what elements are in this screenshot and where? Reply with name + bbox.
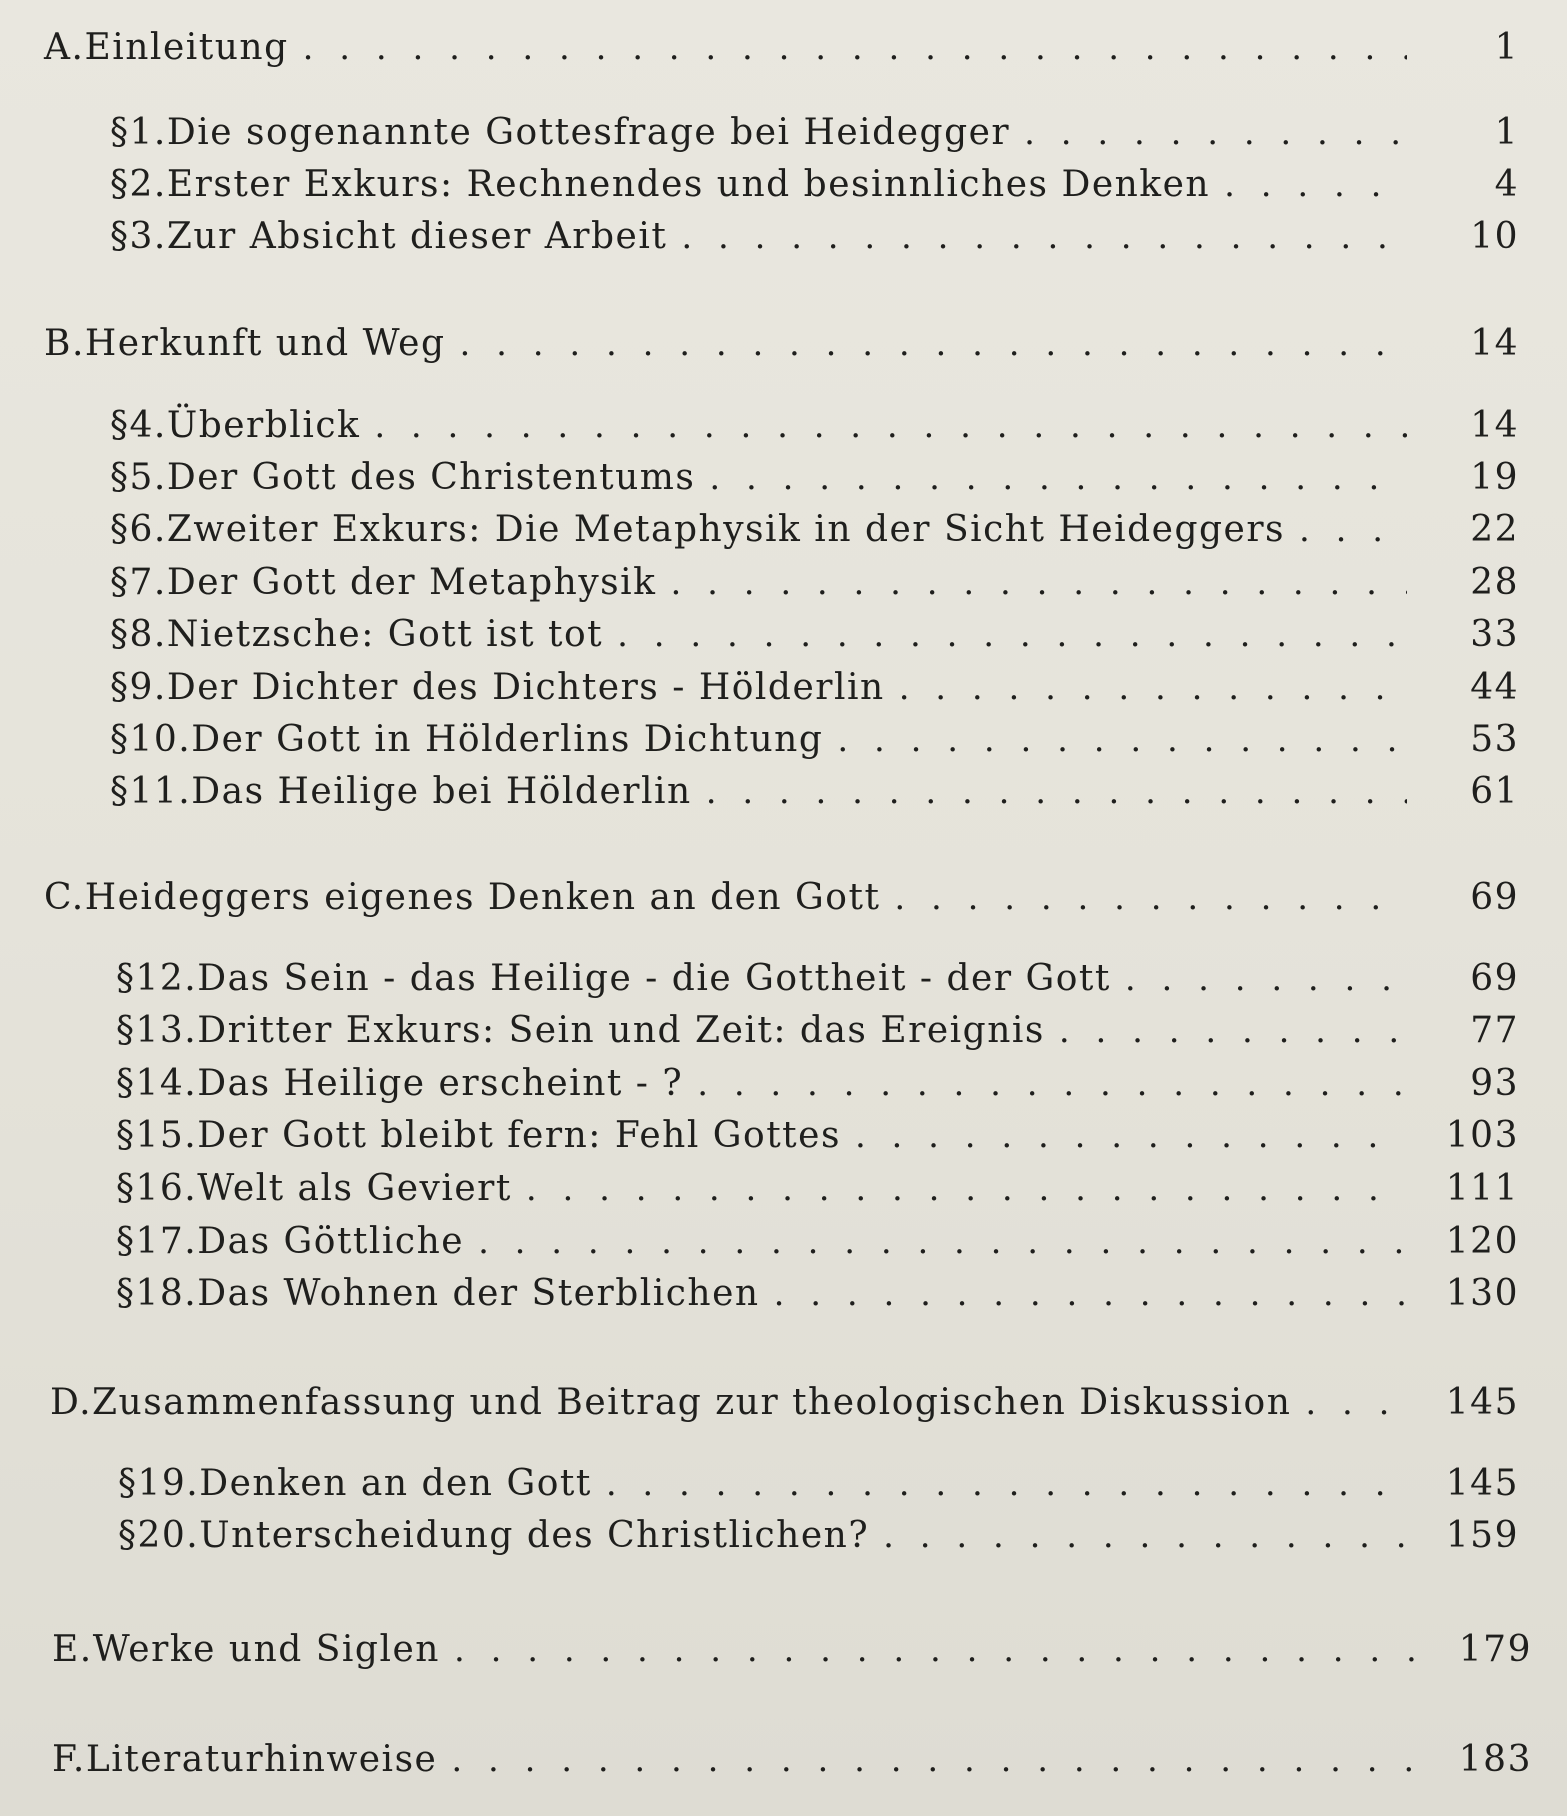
toc-entry[interactable] <box>110 771 1519 812</box>
entry-number: 2. <box>129 164 167 205</box>
toc-entry[interactable] <box>110 164 1519 205</box>
page-number: 77 <box>1470 1010 1519 1051</box>
section-sign: § <box>110 771 130 812</box>
section-sign: § <box>116 1273 136 1314</box>
page-number: 22 <box>1470 509 1519 550</box>
dot-leader <box>374 408 1407 444</box>
page-number: 61 <box>1470 771 1519 812</box>
page-number: 28 <box>1470 562 1519 603</box>
entry-title: Der Gott in Hölderlins Dichtung <box>191 719 824 760</box>
section-sign: § <box>110 164 130 205</box>
entry-number: 4. <box>129 405 167 446</box>
entry-number: 13. <box>135 1010 198 1051</box>
page-number: 69 <box>1470 877 1519 918</box>
entry-number: 16. <box>135 1168 198 1209</box>
dot-leader <box>837 722 1407 758</box>
dot-leader <box>460 326 1407 362</box>
entry-title: Das Heilige bei Hölderlin <box>191 771 692 812</box>
dot-leader <box>899 670 1407 706</box>
dot-leader <box>1125 961 1407 997</box>
dot-leader <box>454 1632 1420 1668</box>
dot-leader <box>670 565 1407 601</box>
page-number: 111 <box>1445 1168 1519 1209</box>
page-number: 14 <box>1470 405 1519 446</box>
section-sign: § <box>116 958 136 999</box>
dot-leader <box>774 1276 1407 1312</box>
section-sign: § <box>118 1463 138 1504</box>
page-number: 93 <box>1470 1063 1519 1104</box>
dot-leader <box>883 1518 1407 1554</box>
page-number: 1 <box>1494 112 1519 153</box>
toc-entry[interactable] <box>116 1221 1519 1262</box>
section-title: Einleitung <box>84 27 289 68</box>
section-letter: B. <box>44 323 85 364</box>
dot-leader <box>1299 512 1407 548</box>
dot-leader <box>1224 167 1407 203</box>
dot-leader <box>303 30 1407 66</box>
toc-entry[interactable] <box>116 1168 1519 1209</box>
toc-section-d[interactable] <box>50 1382 1519 1423</box>
dot-leader <box>855 1118 1407 1154</box>
page-number: 159 <box>1445 1515 1519 1556</box>
entry-title: Zur Absicht dieser Arbeit <box>166 216 668 257</box>
section-sign: § <box>110 509 130 550</box>
section-letter: D. <box>50 1382 93 1423</box>
dot-leader <box>1059 1013 1407 1049</box>
toc-entry[interactable] <box>116 1273 1519 1314</box>
page-number: 179 <box>1458 1629 1532 1670</box>
toc-entry[interactable] <box>116 1010 1519 1051</box>
section-title: Werke und Siglen <box>92 1629 440 1670</box>
section-letter: A. <box>44 27 85 68</box>
toc-entry[interactable] <box>110 562 1519 603</box>
toc-section-a[interactable] <box>44 27 1519 68</box>
section-letter: F. <box>52 1739 86 1780</box>
toc-entry[interactable] <box>110 509 1519 550</box>
page-number: 10 <box>1470 216 1519 257</box>
page-number: 69 <box>1470 958 1519 999</box>
dot-leader <box>526 1171 1407 1207</box>
section-sign: § <box>110 667 130 708</box>
page-number: 33 <box>1470 614 1519 655</box>
page-number: 4 <box>1494 164 1519 205</box>
section-sign: § <box>116 1063 136 1104</box>
entry-title: Der Gott bleibt fern: Fehl Gottes <box>197 1115 841 1156</box>
page-number: 120 <box>1445 1221 1519 1262</box>
section-title: Heideggers eigenes Denken an den Gott <box>84 877 881 918</box>
page-number: 103 <box>1445 1115 1519 1156</box>
entry-number: 6. <box>129 509 167 550</box>
dot-leader <box>681 219 1407 255</box>
entry-number: 15. <box>135 1115 198 1156</box>
toc-entry[interactable] <box>110 405 1519 446</box>
dot-leader <box>706 774 1407 810</box>
dot-leader <box>1305 1385 1407 1421</box>
page-number: 44 <box>1470 667 1519 708</box>
entry-title: Das Wohnen der Sterblichen <box>197 1273 760 1314</box>
dot-leader <box>894 880 1407 916</box>
entry-number: 17. <box>135 1221 198 1262</box>
dot-leader <box>478 1224 1407 1260</box>
toc-entry[interactable] <box>110 719 1519 760</box>
entry-title: Der Dichter des Dichters - Hölderlin <box>166 667 885 708</box>
entry-title: Welt als Geviert <box>197 1168 512 1209</box>
entry-title: Das Göttliche <box>197 1221 465 1262</box>
entry-title: Nietzsche: Gott ist tot <box>166 614 604 655</box>
page-number: 145 <box>1445 1382 1519 1423</box>
entry-title: Zweiter Exkurs: Die Metaphysik in der Sicht Heideggers <box>166 509 1286 550</box>
toc-entry[interactable] <box>118 1515 1519 1556</box>
page-number: 1 <box>1494 27 1519 68</box>
entry-number: 5. <box>129 457 167 498</box>
section-sign: § <box>110 719 130 760</box>
section-sign: § <box>110 112 130 153</box>
toc-entry[interactable] <box>110 457 1519 498</box>
section-sign: § <box>118 1515 138 1556</box>
toc-entry[interactable] <box>110 112 1519 153</box>
entry-number: 14. <box>135 1063 198 1104</box>
entry-number: 8. <box>129 614 167 655</box>
section-sign: § <box>110 457 130 498</box>
entry-title: Erster Exkurs: Rechnendes und besinnliches Denken <box>166 164 1211 205</box>
entry-number: 18. <box>135 1273 198 1314</box>
section-title: Zusammenfassung und Beitrag zur theologischen Diskussion <box>92 1382 1292 1423</box>
entry-title: Denken an den Gott <box>199 1463 592 1504</box>
section-sign: § <box>116 1221 136 1262</box>
entry-title: Der Gott der Metaphysik <box>166 562 657 603</box>
section-letter: C. <box>44 877 85 918</box>
dot-leader <box>1024 115 1407 151</box>
entry-number: 1. <box>129 112 167 153</box>
section-sign: § <box>110 562 130 603</box>
toc-section-c[interactable] <box>44 877 1519 918</box>
toc-entry[interactable] <box>118 1463 1519 1504</box>
dot-leader <box>709 460 1407 496</box>
dot-leader <box>451 1742 1420 1778</box>
toc-section-e[interactable] <box>52 1629 1532 1670</box>
toc-entry[interactable] <box>116 1063 1519 1104</box>
section-title: Literaturhinweise <box>85 1739 438 1780</box>
page-number: 53 <box>1470 719 1519 760</box>
page-number: 19 <box>1470 457 1519 498</box>
entry-number: 20. <box>137 1515 200 1556</box>
toc-entry[interactable] <box>110 667 1519 708</box>
entry-title: Dritter Exkurs: Sein und Zeit: das Ereignis <box>197 1010 1045 1051</box>
entry-title: Unterscheidung des Christlichen? <box>199 1515 870 1556</box>
entry-title: Die sogenannte Gottesfrage bei Heidegger <box>166 112 1011 153</box>
section-sign: § <box>116 1010 136 1051</box>
entry-title: Das Sein - das Heilige - die Gottheit - der Gott <box>197 958 1111 999</box>
entry-number: 9. <box>129 667 167 708</box>
section-sign: § <box>116 1115 136 1156</box>
entry-number: 11. <box>129 771 192 812</box>
entry-number: 12. <box>135 958 198 999</box>
entry-title: Das Heilige erscheint - ? <box>197 1063 684 1104</box>
section-letter: E. <box>52 1629 93 1670</box>
toc-entry[interactable] <box>116 1115 1519 1156</box>
toc-entry[interactable] <box>110 614 1519 655</box>
dot-leader <box>617 617 1407 653</box>
entry-number: 19. <box>137 1463 200 1504</box>
section-sign: § <box>110 614 130 655</box>
section-title: Herkunft und Weg <box>84 323 446 364</box>
dot-leader <box>697 1066 1407 1102</box>
toc-entry[interactable] <box>110 216 1519 257</box>
entry-number: 7. <box>129 562 167 603</box>
toc-entry[interactable] <box>116 958 1519 999</box>
toc-section-f[interactable] <box>52 1739 1532 1780</box>
page-number: 130 <box>1445 1273 1519 1314</box>
section-sign: § <box>110 405 130 446</box>
section-sign: § <box>110 216 130 257</box>
page-number: 14 <box>1470 323 1519 364</box>
toc-section-b[interactable] <box>44 323 1519 364</box>
entry-title: Der Gott des Christentums <box>166 457 696 498</box>
entry-number: 3. <box>129 216 167 257</box>
page-number: 145 <box>1445 1463 1519 1504</box>
dot-leader <box>606 1466 1407 1502</box>
entry-title: Überblick <box>166 405 361 446</box>
entry-number: 10. <box>129 719 192 760</box>
section-sign: § <box>116 1168 136 1209</box>
page-number: 183 <box>1458 1739 1532 1780</box>
